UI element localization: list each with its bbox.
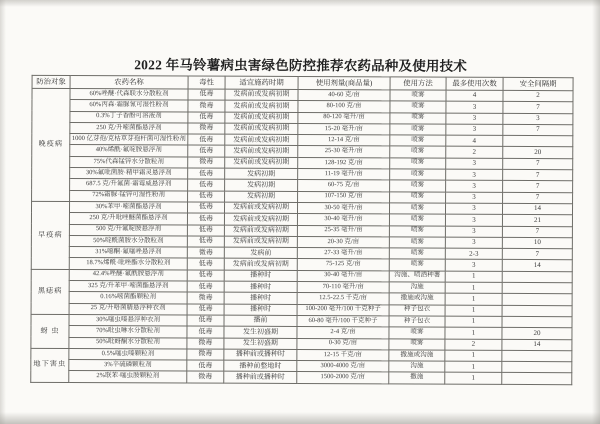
cell-name: 72%霜脲·锰锌可湿性粉剂 [70, 190, 188, 202]
cell-method: 喷雾 [390, 112, 446, 124]
cell-interval: 7 [503, 169, 573, 181]
cell-toxicity: 微毒 [187, 349, 224, 360]
cell-interval [502, 271, 572, 283]
cell-dosage: 60-80 毫升/100 千克种子 [297, 315, 389, 327]
cell-name: 0.16%嘧菌酯颗粒剂 [69, 292, 187, 304]
cell-method: 喷雾 [390, 180, 446, 192]
cell-toxicity: 低毒 [188, 134, 225, 145]
cell-name: 687.5 克/升氟菌·霜霉威悬浮剂 [70, 179, 188, 191]
cell-method: 种子包衣 [389, 316, 445, 328]
cell-times: 3 [446, 113, 503, 125]
cell-period: 发病前或发病初期 [224, 213, 297, 225]
column-header-5: 使用方法 [390, 77, 446, 90]
cell-interval: 21 [502, 215, 572, 227]
cell-toxicity: 低毒 [187, 258, 224, 269]
cell-method: 喷雾 [390, 135, 446, 147]
page-title: 2022 年马铃薯病虫害绿色防控推荐农药品种及使用技术 [134, 57, 468, 74]
cell-method: 喷雾 [390, 101, 446, 113]
cell-interval: 20 [502, 328, 572, 340]
table-row [31, 371, 572, 385]
cell-name: 2%联苯·噻虫胺颗粒剂 [69, 371, 187, 383]
cell-name: 0.5%噻虫嗪颗粒剂 [69, 348, 187, 360]
cell-name: 42.4%唑醚·氟酰胺悬浮剂 [69, 269, 187, 281]
cell-dosage: 25-35 毫升/亩 [297, 225, 389, 237]
cell-name: 0.3%丁子香酚可溶液剂 [70, 111, 188, 123]
cell-period: 发病初期 [225, 191, 298, 203]
table-body [31, 88, 573, 384]
column-header-2: 毒性 [188, 76, 225, 89]
cell-method: 喷雾 [390, 158, 446, 170]
cell-times: 1 [445, 282, 502, 294]
cell-method: 撒施 [389, 372, 445, 384]
cell-interval: 7 [503, 158, 573, 170]
cell-method: 喷雾 [389, 225, 445, 237]
cell-toxicity: 低毒 [187, 281, 224, 292]
cell-interval [502, 305, 572, 317]
column-header-7: 安全间隔期 [503, 77, 573, 90]
cell-interval [502, 362, 572, 374]
cell-dosage: 0-30 克/亩 [297, 338, 389, 350]
cell-dosage: 12-15 千克/亩 [297, 349, 389, 361]
cell-dosage: 70-110 毫升/亩 [297, 282, 389, 294]
cell-method: 喷雾 [389, 338, 445, 350]
cell-target-2: 黑痣病 [31, 269, 69, 314]
cell-dosage: 20-30 克/亩 [297, 236, 389, 248]
cell-period: 发病前 [224, 247, 297, 259]
cell-name: 31%噁酮·氟噻唑悬浮剂 [69, 247, 187, 259]
cell-toxicity: 微毒 [188, 157, 225, 168]
cell-interval [503, 136, 573, 148]
cell-target-1: 早疫病 [31, 201, 69, 269]
cell-dosage: 80-120 毫升/亩 [298, 112, 390, 124]
cell-times: 4 [446, 135, 503, 147]
cell-times: 3 [446, 169, 503, 181]
cell-dosage: 25-30 毫升/亩 [298, 146, 390, 158]
cell-interval [502, 350, 572, 362]
cell-period: 播种时 [224, 270, 297, 282]
cell-interval: 20 [503, 147, 573, 159]
cell-method: 撒施或沟施 [389, 293, 445, 305]
cell-period: 播种前或播种时 [224, 372, 297, 384]
cell-interval: 10 [502, 237, 572, 249]
cell-dosage: 30-40 毫升/亩 [297, 214, 389, 226]
cell-dosage: 12.5-22.5 千克/亩 [297, 293, 389, 305]
cell-name: 70%吡虫啉水分散粒剂 [69, 326, 187, 338]
cell-times: 3 [446, 181, 503, 193]
cell-toxicity: 低毒 [187, 360, 224, 371]
cell-name: 30%噻虫嗪悬浮种衣剂 [69, 314, 187, 326]
cell-times: 3 [446, 158, 503, 170]
cell-method: 喷雾 [389, 237, 445, 249]
cell-dosage: 80-100 克/亩 [298, 101, 390, 113]
cell-target-3: 蚜 虫 [31, 314, 69, 348]
cell-dosage: 1500-2000 克/亩 [297, 372, 389, 384]
cell-toxicity: 低毒 [187, 202, 224, 213]
cell-name: 75%代森锰锌水分散粒剂 [70, 156, 188, 168]
cell-method: 喷雾 [390, 124, 446, 136]
cell-times: 1 [445, 271, 502, 283]
cell-name: 30%氟吡菌胺·精甲霜灵悬浮剂 [70, 168, 188, 180]
cell-toxicity: 低毒 [188, 89, 225, 100]
cell-interval: 3 [503, 113, 573, 125]
cell-times: 1 [445, 350, 502, 362]
cell-period: 发病前或发病初期 [225, 157, 298, 169]
cell-method: 沟施、喷洒种薯 [389, 271, 445, 283]
cell-times: 1 [445, 305, 502, 317]
column-header-4: 使用剂量(商品量) [298, 76, 390, 89]
cell-period: 发病前或发病初期 [225, 134, 298, 146]
cell-times: 3 [446, 192, 503, 204]
cell-method: 喷雾 [389, 248, 445, 260]
cell-dosage: 12-14 克/亩 [298, 135, 390, 147]
cell-toxicity: 低毒 [188, 191, 225, 202]
cell-method: 沟施 [389, 282, 445, 294]
cell-period: 播种前或播种时 [224, 349, 297, 361]
cell-method: 喷雾 [389, 327, 445, 339]
cell-name: 25 克/升咯菌腈悬浮种衣剂 [69, 303, 187, 315]
cell-toxicity: 低毒 [187, 225, 224, 236]
cell-times: 3 [445, 237, 502, 249]
cell-toxicity: 微毒 [188, 100, 225, 111]
cell-period: 发病前或发病初期 [224, 202, 297, 214]
cell-toxicity: 微毒 [187, 292, 224, 303]
cell-dosage: 27-33 毫升/亩 [297, 248, 389, 260]
cell-times: 3 [445, 214, 502, 226]
cell-name: 60%唑醚·代森联水分散粒剂 [70, 88, 188, 100]
cell-interval [502, 373, 572, 385]
cell-method: 喷雾 [390, 169, 446, 181]
cell-period: 播种前整地时 [224, 360, 297, 372]
cell-method: 喷雾 [389, 259, 445, 271]
cell-interval: 14 [502, 339, 572, 351]
cell-times: 2 [446, 147, 503, 159]
cell-dosage: 100-200 毫升/100 千克种子 [297, 304, 389, 316]
cell-toxicity: 低毒 [188, 168, 225, 179]
cell-times: 3 [446, 101, 503, 113]
cell-toxicity: 微毒 [187, 338, 224, 349]
cell-name: 250 克/升吡唑醚菌酯悬浮剂 [69, 213, 187, 225]
cell-method: 喷雾 [390, 90, 446, 102]
cell-times: 1 [445, 327, 502, 339]
cell-name: 60%丙森·霜脲氰可湿性粉剂 [70, 100, 188, 112]
cell-toxicity: 低毒 [188, 145, 225, 156]
cell-times: 3 [445, 226, 502, 238]
cell-toxicity: 低毒 [188, 112, 225, 123]
cell-period: 发病前或发病初期 [225, 100, 298, 112]
cell-times: 2-3 [445, 248, 502, 260]
cell-period: 发生初盛期 [224, 326, 297, 338]
cell-times: 1 [445, 373, 502, 385]
cell-period: 发病前或发病初期 [224, 259, 297, 271]
cell-toxicity: 微毒 [188, 123, 225, 134]
cell-toxicity: 低毒 [187, 326, 224, 337]
cell-toxicity: 微毒 [187, 371, 224, 382]
cell-name: 30%苯甲·嘧菌酯悬浮剂 [69, 201, 187, 213]
cell-interval [502, 294, 572, 306]
cell-times: 3 [445, 203, 502, 215]
cell-period: 播种时 [224, 293, 297, 305]
cell-period: 发病前或发病初期 [225, 89, 298, 101]
cell-interval: 7 [503, 124, 573, 136]
cell-dosage: 107-150 克/亩 [298, 191, 390, 203]
cell-times: 1 [445, 361, 502, 373]
cell-interval: 7 [502, 226, 572, 238]
column-header-0: 防治对象 [32, 75, 70, 88]
cell-toxicity: 低毒 [187, 304, 224, 315]
cell-toxicity: 低毒 [187, 236, 224, 247]
cell-period: 发病前或发病初期 [224, 225, 297, 237]
cell-dosage: 30-40 毫升/亩 [297, 270, 389, 282]
cell-name: 1000 亿芽孢/克枯草芽孢杆菌可湿性粉剂 [70, 134, 188, 146]
cell-dosage: 2-4 克/亩 [297, 327, 389, 339]
cell-method: 喷雾 [390, 146, 446, 158]
cell-period: 播前 [224, 315, 297, 327]
cell-method: 喷雾 [389, 203, 445, 215]
cell-interval: 7 [502, 249, 572, 261]
cell-interval: 7 [503, 102, 573, 114]
cell-name: 18.7%烯酰·吡唑酯水分散粒剂 [69, 258, 187, 270]
cell-interval: 14 [502, 203, 572, 215]
cell-dosage: 15-20 毫升/亩 [298, 123, 390, 135]
cell-target-0: 晚疫病 [32, 88, 70, 201]
cell-toxicity: 低毒 [187, 213, 224, 224]
cell-method: 种子包衣 [389, 305, 445, 317]
cell-method: 撒施或沟施 [389, 350, 445, 362]
column-header-6: 最多使用次数 [446, 77, 503, 90]
cell-interval: 7 [503, 192, 573, 204]
cell-name: 250 克/升嘧菌酯悬浮剂 [70, 122, 188, 134]
cell-toxicity: 微毒 [187, 247, 224, 258]
cell-times: 4 [446, 90, 503, 102]
cell-dosage: 40-60 克/亩 [298, 89, 390, 101]
cell-toxicity: 低毒 [188, 179, 225, 190]
cell-interval: 14 [502, 260, 572, 272]
cell-dosage: 3000-4000 克/亩 [297, 361, 389, 373]
column-header-3: 适宜施药时期 [225, 76, 298, 89]
cell-times: 1 [445, 316, 502, 328]
cell-name: 500 克/升氟啶胺悬浮剂 [69, 224, 187, 236]
cell-toxicity: 低毒 [187, 270, 224, 281]
cell-period: 发病初期 [225, 180, 298, 192]
cell-dosage: 11-19 毫升/亩 [298, 169, 390, 181]
cell-toxicity: 低毒 [187, 315, 224, 326]
cell-dosage: 128-192 克/亩 [298, 157, 390, 169]
cell-name: 325 克/升苯甲·嘧菌酯悬浮剂 [69, 281, 187, 293]
cell-interval: 2 [503, 90, 573, 102]
cell-interval [502, 316, 572, 328]
cell-name: 50%吡蚜酮水分散粒剂 [69, 337, 187, 349]
cell-dosage: 60-75 克/亩 [298, 180, 390, 192]
cell-interval: 7 [503, 181, 573, 193]
cell-times: 3 [446, 124, 503, 136]
cell-dosage: 75-125 克/亩 [297, 259, 389, 271]
cell-interval [502, 282, 572, 294]
cell-times: 2 [445, 339, 502, 351]
cell-times: 3 [445, 260, 502, 272]
cell-times: 1 [445, 293, 502, 305]
cell-method: 喷雾 [390, 192, 446, 204]
cell-period: 发病前或发病初期 [225, 146, 298, 158]
cell-name: 40%烯酰·氟啶胺悬浮剂 [70, 145, 188, 157]
column-header-1: 农药名称 [70, 75, 188, 89]
cell-name: 3%辛硫磷颗粒剂 [69, 360, 187, 372]
cell-name: 50%啶酰菌胺水分散粒剂 [69, 235, 187, 247]
pesticide-table [30, 75, 573, 385]
cell-period: 播种时 [224, 304, 297, 316]
cell-period: 发病前或发病初期 [225, 123, 298, 135]
cell-target-4: 地下害虫 [31, 348, 69, 382]
cell-period: 发病前或发病初期 [224, 236, 297, 248]
cell-method: 沟施 [389, 361, 445, 373]
cell-method: 喷雾 [389, 214, 445, 226]
cell-period: 发病初期 [225, 168, 298, 180]
cell-period: 发生初盛期 [224, 338, 297, 350]
cell-period: 播种时 [224, 281, 297, 293]
cell-period: 发病前或发病初期 [225, 112, 298, 124]
cell-dosage: 30-50 毫升/亩 [297, 202, 389, 214]
